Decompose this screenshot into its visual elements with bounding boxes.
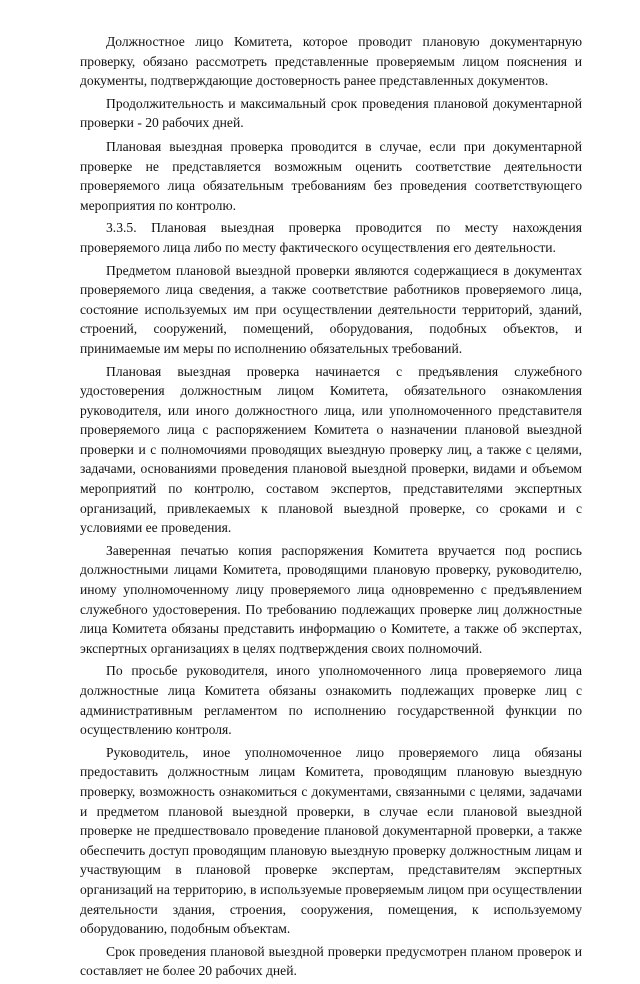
paragraph: Срок проведения плановой выездной проверки предусмотрен планом проверок и составляет не более 20 рабочих дней. [80,943,582,979]
paragraph: Должностное лицо Комитета, которое проводит плановую документарную проверку, обязано рассмотреть представленные проверяемым лицом пояснения и документы, подтверждающие достоверность ранее представленных документов. [80,34,582,89]
paragraph: Предметом плановой выездной проверки являются содержащиеся в документах проверяемого лица сведения, а также соответствие работников проверяемого лица, состояние используемых им при осуществлении деятельности территорий, зданий, строений, сооружений, помещений, оборудования, подобных объектов, и принимаемые им меры по исполнению обязательных требований. [80,262,582,356]
paragraph: Руководитель, иное уполномоченное лицо проверяемого лица обязаны предоставить должностным лицам Комитета, проводящим плановую выездную проверку, возможность ознакомиться с документами, связанными с целями, задачами и предметом плановой выездной проверки, в случае если плановой выездной проверке не предшествовало проведение плановой документарной проверки, а также обеспечить доступ проводящим плановую выездную проверку должностным лицам и участвующим в плановой проверке экспертам, представителям экспертных организаций на территорию, в используемые проверяемым лицом при осуществлении деятельности здания, строения, сооружения, помещения, к используемому оборудованию, подобным объектам. [80,744,582,937]
paragraph: Заверенная печатью копия распоряжения Комитета вручается под роспись должностными лицами Комитета, проводящими плановую проверку, руководителю, иному уполномоченному лицу проверяемого лица одновременно с предъявлением служебного удостоверения. По требованию подлежащих проверке лиц должностные лица Комитета обязаны представить информацию о Комитете, а также об экспертах, экспертных организациях в целях подтверждения своих полномочий. [80,542,582,656]
paragraph: Продолжительность и максимальный срок проведения плановой документарной проверки - 20 рабочих дней. [80,95,582,131]
paragraph: По просьбе руководителя, иного уполномоченного лица проверяемого лица должностные лица Комитета обязаны ознакомить подлежащих проверке лиц с административным регламентом по исполнению государственной функции по осуществлению контроля. [80,663,582,738]
document-body [80,32,582,984]
paragraph: Плановая выездная проверка проводится в случае, если при документарной проверке не представляется возможным оценить соответствие деятельности проверяемого лица обязательным требованиям без проведения соответствующего мероприятия по контролю. [80,138,582,213]
paragraph: Плановая выездная проверка начинается с предъявления служебного удостоверения должностным лицом Комитета, обязательного ознакомления руководителя, или иного должностного лица, или уполномоченного представителя проверяемого лица с распоряжением Комитета о назначении плановой выездной проверки и с полномочиями проводящих выездную проверку лиц, а также с целями, задачами, основаниями проведения плановой выездной проверки, видами и объемом мероприятий по контролю, составом экспертов, представителями экспертных организаций, привлекаемых к плановой выездной проверке, со сроками и с условиями ее проведения. [80,363,582,536]
paragraph: 3.3.5. Плановая выездная проверка проводится по месту нахождения проверяемого лица либо по месту фактического осуществления его деятельности. [80,220,582,255]
